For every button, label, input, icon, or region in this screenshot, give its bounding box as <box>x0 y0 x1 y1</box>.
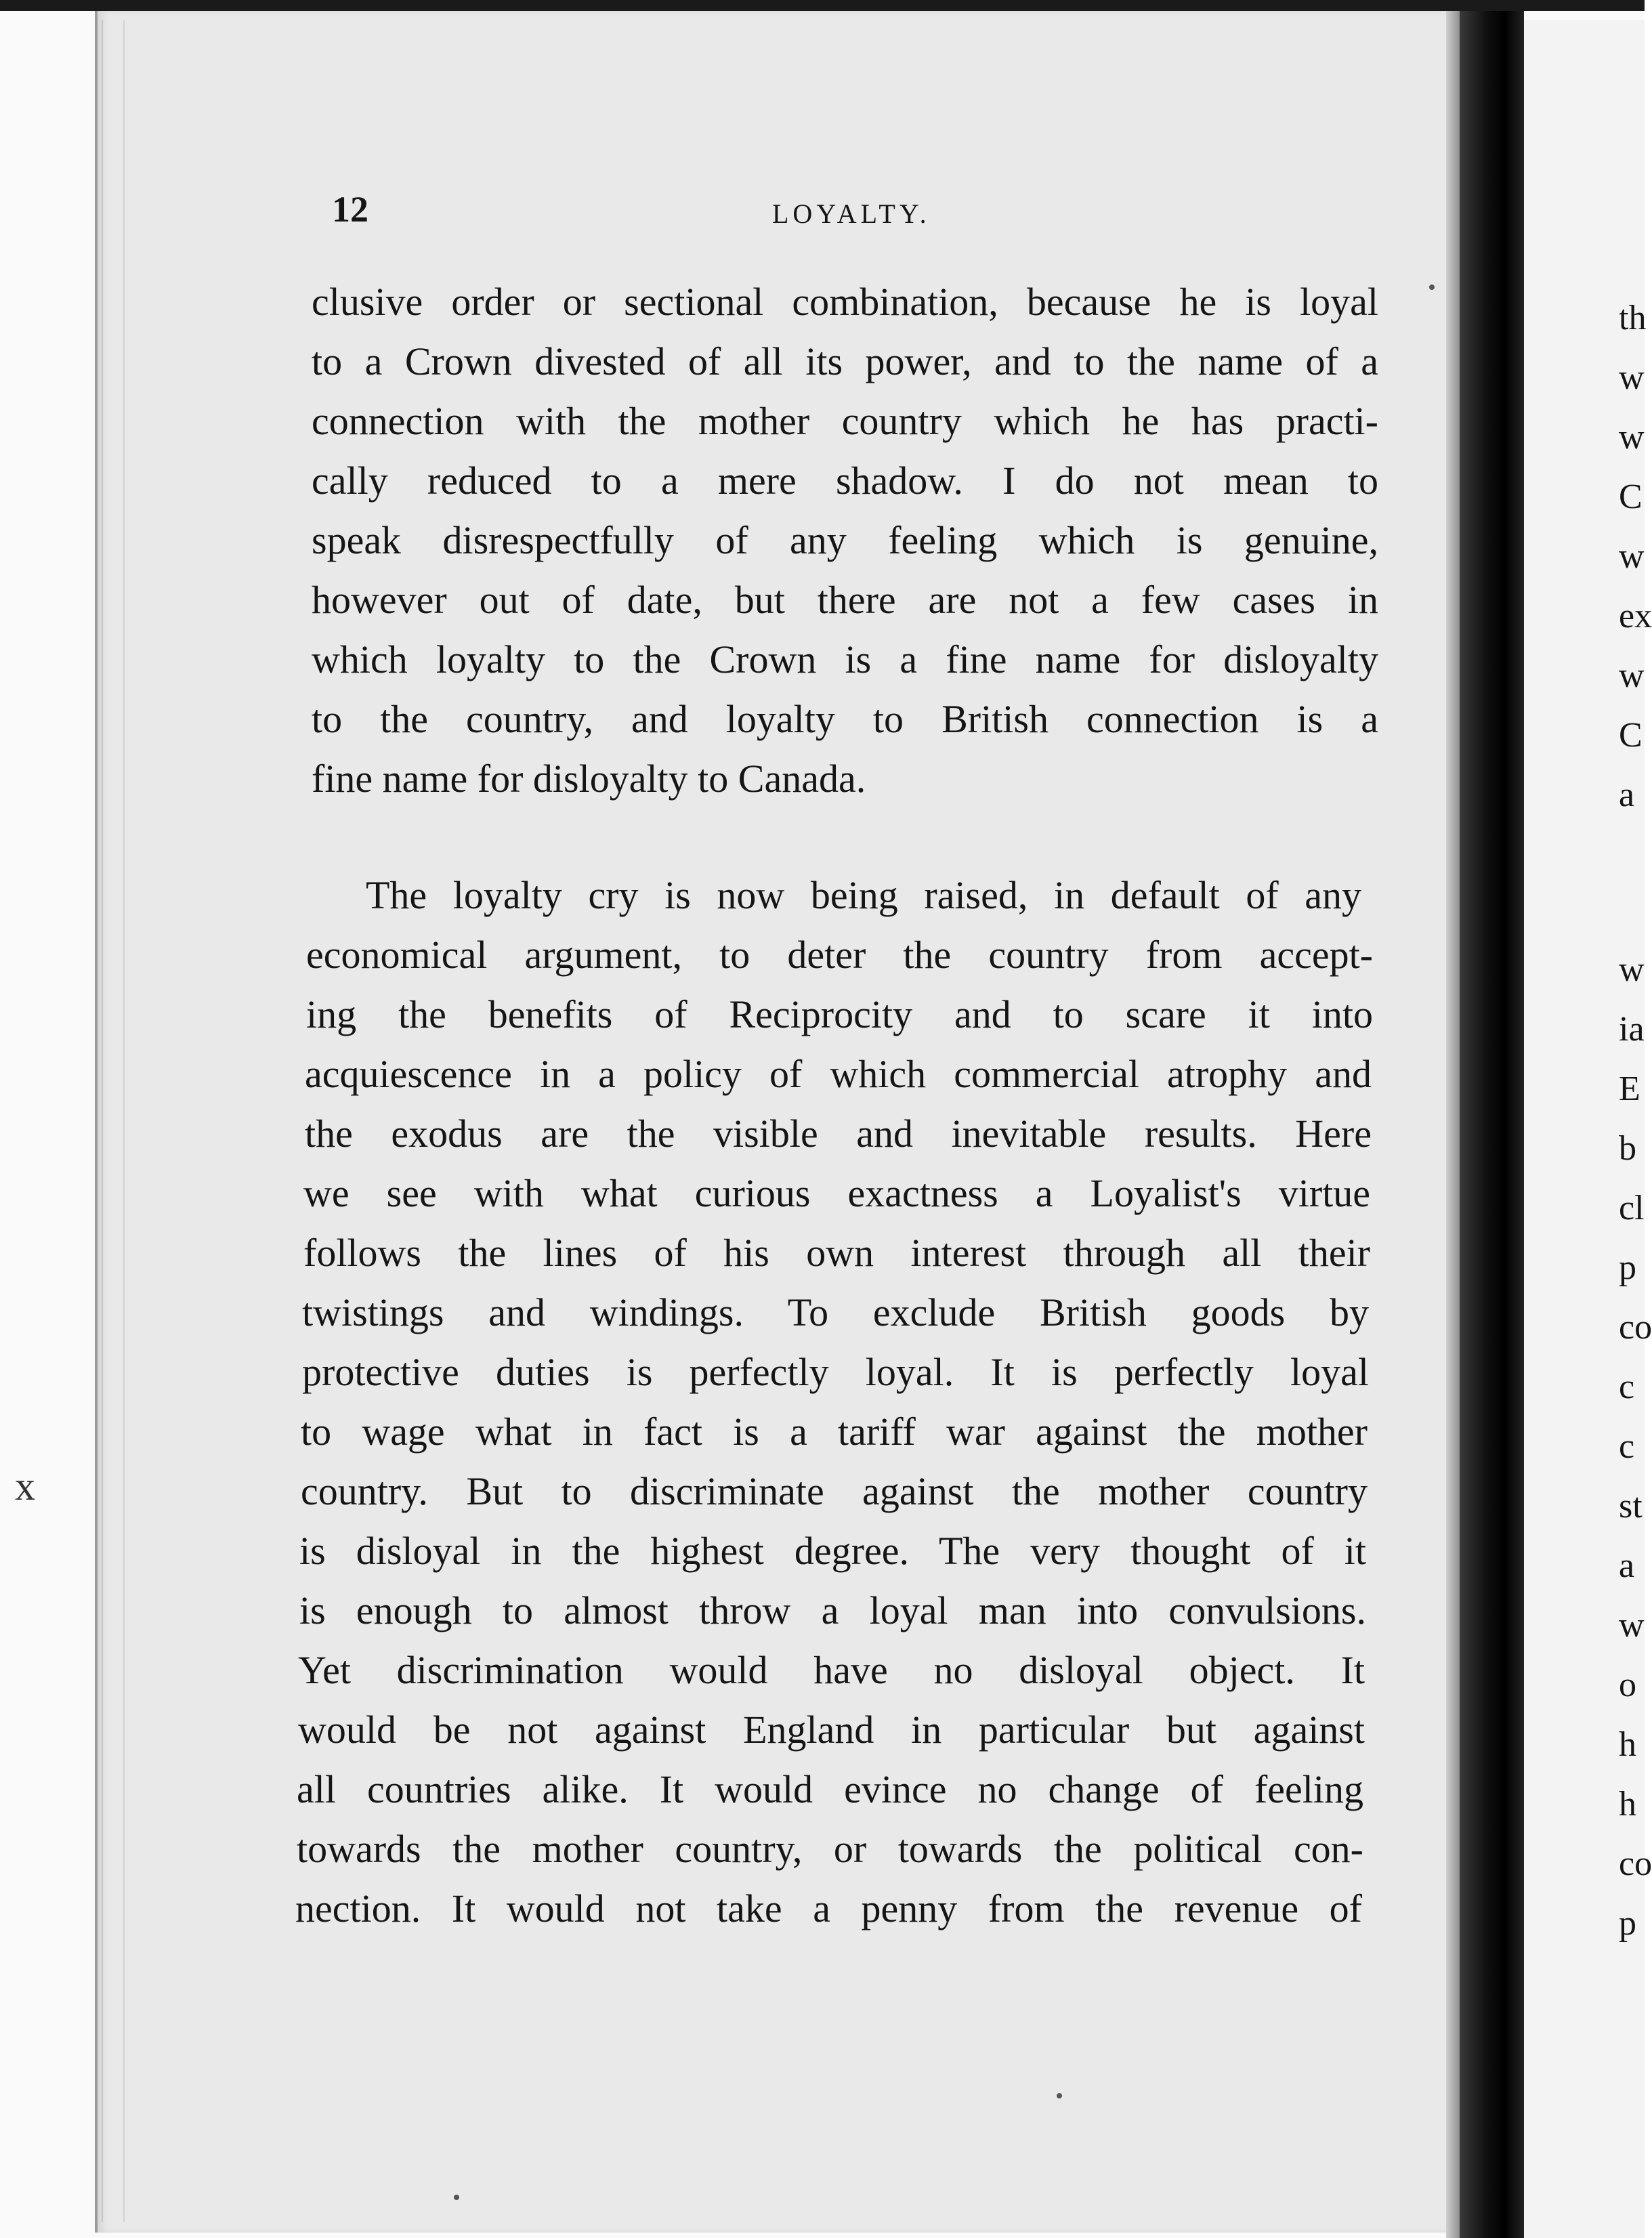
facing-page-fragment: th <box>1619 299 1647 337</box>
facing-page-fragment: w <box>1619 1606 1645 1645</box>
text-line: acquiescence in a policy of which commercial atrophy and <box>305 1052 1372 1096</box>
facing-page-fragment: w <box>1619 537 1645 576</box>
page-edge <box>102 20 125 2222</box>
facing-page-fragment: w <box>1619 656 1645 695</box>
facing-page-fragment: st <box>1619 1487 1643 1525</box>
text-line: is disloyal in the highest degree. The very thought of it <box>299 1529 1366 1573</box>
text-line: nection. It would not take a penny from the revenue of <box>295 1886 1362 1930</box>
text-line: connection with the mother country which he has practi- <box>312 399 1378 443</box>
running-head: LOYALTY. <box>772 198 931 229</box>
facing-page-fragment: E <box>1619 1070 1640 1108</box>
facing-page-fragment: w <box>1619 418 1645 457</box>
text-line: we see with what curious exactness a Loyalist's virtue <box>303 1171 1370 1215</box>
facing-page-text <box>1619 0 1652 2238</box>
scan-speck <box>1429 284 1435 290</box>
facing-page-fragment: w <box>1619 358 1645 397</box>
facing-page-fragment: ia <box>1619 1010 1645 1049</box>
text-line: ing the benefits of Reciprocity and to scare it into <box>306 992 1373 1036</box>
margin-mark: x <box>15 1464 35 1508</box>
text-line: fine name for disloyalty to Canada. <box>312 757 866 801</box>
text-line: follows the lines of his own interest through all their <box>303 1231 1370 1275</box>
text-line: which loyalty to the Crown is a fine name for disloyalty <box>312 637 1378 681</box>
scan-speck <box>1057 2093 1062 2098</box>
facing-page-fragment: c <box>1619 1427 1635 1466</box>
facing-page-fragment: a <box>1619 776 1635 814</box>
facing-page-fragment: co <box>1619 1308 1652 1347</box>
book-gutter <box>1460 11 1524 2238</box>
facing-page-fragment: w <box>1619 950 1645 989</box>
text-line: towards the mother country, or towards the political con- <box>297 1827 1363 1871</box>
text-line: The loyalty cry is now being raised, in default of any <box>366 873 1361 917</box>
facing-page-fragment: o <box>1619 1666 1636 1704</box>
facing-page-fragment: b <box>1619 1129 1636 1168</box>
facing-page-fragment: cl <box>1619 1189 1645 1227</box>
facing-page-fragment: ex <box>1619 597 1652 635</box>
facing-page-fragment: C <box>1619 716 1643 755</box>
text-line: protective duties is perfectly loyal. It is perfectly loyal <box>302 1350 1369 1394</box>
page-curl-edge <box>1446 11 1461 2238</box>
facing-page-fragment: p <box>1619 1904 1636 1943</box>
text-line: is enough to almost throw a loyal man into convulsions. <box>299 1588 1366 1632</box>
text-line: speak disrespectfully of any feeling which is genuine, <box>312 518 1378 562</box>
text-line: Yet discrimination would have no disloyal object. It <box>298 1648 1365 1692</box>
text-line: to the country, and loyalty to British connection is a <box>312 697 1378 741</box>
text-line: twistings and windings. To exclude British goods by <box>302 1290 1369 1334</box>
text-line: country. But to discriminate against the mother country <box>301 1469 1368 1513</box>
text-line: to wage what in fact is a tariff war against the mother <box>301 1410 1368 1454</box>
text-line: clusive order or sectional combination, because he is loyal <box>312 280 1378 324</box>
text-line: economical argument, to deter the country from accept- <box>306 933 1373 977</box>
text-line: to a Crown divested of all its power, and to the name of a <box>312 339 1378 383</box>
scan-top-border <box>0 0 1645 11</box>
text-line: would be not against England in particular but against <box>298 1708 1365 1752</box>
text-line: cally reduced to a mere shadow. I do not mean to <box>312 459 1378 503</box>
facing-page-fragment: h <box>1619 1725 1636 1764</box>
facing-page-fragment: co <box>1619 1844 1652 1883</box>
page-header <box>332 188 1382 236</box>
facing-page-fragment: c <box>1619 1368 1635 1406</box>
facing-page-fragment: a <box>1619 1546 1635 1585</box>
facing-page-fragment: C <box>1619 478 1643 516</box>
scan-speck <box>454 2195 459 2200</box>
facing-page-fragment: p <box>1619 1248 1636 1287</box>
facing-page-fragment: h <box>1619 1785 1636 1823</box>
text-line: the exodus are the visible and inevitable results. Here <box>305 1112 1372 1156</box>
text-line: however out of date, but there are not a few cases in <box>312 578 1378 622</box>
text-line: all countries alike. It would evince no change of feeling <box>297 1767 1363 1811</box>
page-number: 12 <box>332 189 368 230</box>
